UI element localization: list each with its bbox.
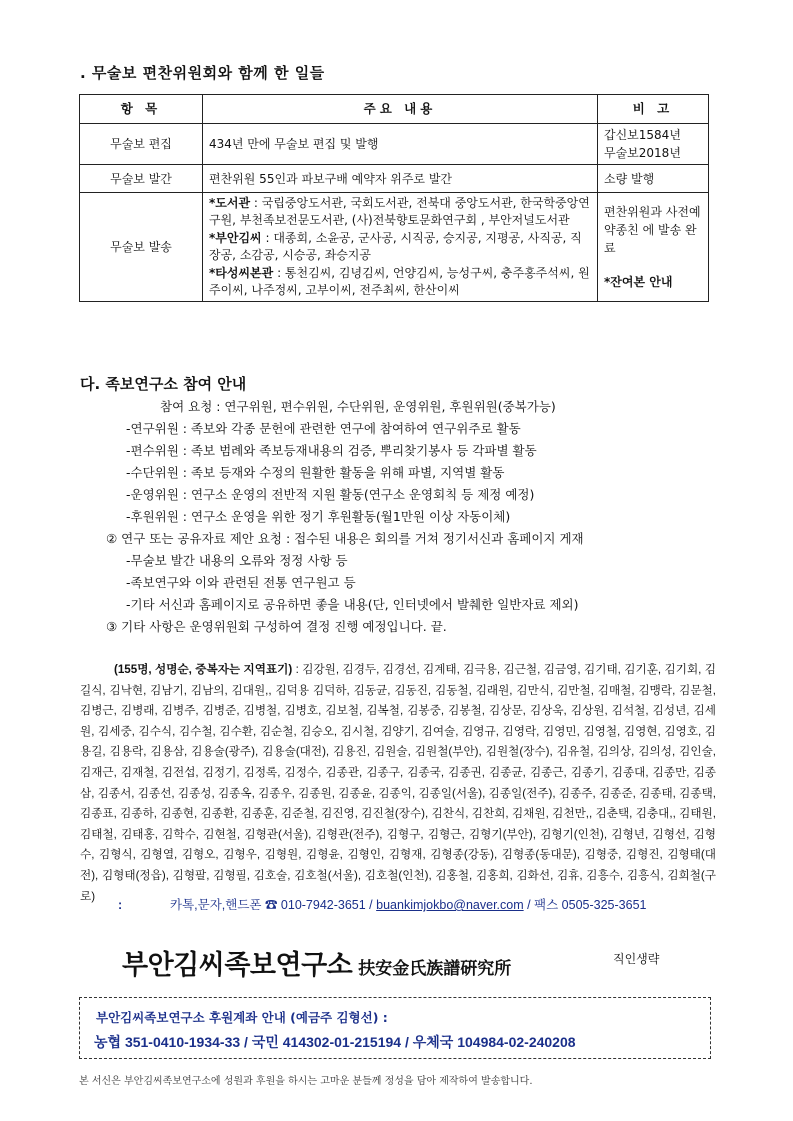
guide-line: ② 연구 또는 공유자료 제안 요청 : 접수된 내용은 회의를 거쳐 정기서신과 홈페이지 게재 (106, 531, 584, 546)
member-names: : 김강원, 김경두, 김경선, 김계태, 김극용, 김근철, 김금영, 김기태, 김기훈, 김기회, 김길식, 김낙현, 김남기, 김남의, 김대원,, 김덕용 김덕하, 김동균, 김동진, 김동철, 김래원, 김만식, 김만철, 김매철, 김맹락, 김문철, 김병근, 김병래, 김병주, 김병준, 김병철, 김병호, 김보철, 김복철, 김봉중, 김봉철, 김상문, 김상욱, 김상원, 김석철, 김성년, 김세원, 김세중, 김수식, 김수철, 김수환, 김순철, 김승오, 김시철, 김양기, 김여술, 김영규, 김영락, 김영민, 김영철, 김영현, 김영호, 김용길, 김용락, 김용삼, 김용술(광주), 김용술(대전), 김용진, 김원술, 김원철(부안), 김원철(장수), 김유철, 김의상, 김의성, 김인술, 김재근, 김재철, 김전섭, 김정기, 김정록, 김정수, 김종관, 김종구, 김종국, 김종권, 김종균, 김종근, 김종기, 김종대, 김종만, 김종삼, 김종서, 김종선, 김종성, 김종옥, 김종우, 김종원, 김종윤, 김종익, 김종일(서울), 김종일(전주), 김종주, 김종준, 김종태, 김종택, 김종표, 김종하, 김종현, 김종환, 김종훈, 김준철, 김진영, 김진철(장수), 김찬식, 김찬희, 김채원, 김천만,, 김춘택, 김충대,, 김태원, 김태철, 김태홍, 김학수, 김현철, 김형관(서울), 김형관(전주), 김형구, 김형근, 김형기(부안), 김형기(인천), 김형년, 김형선, 김형수, 김형식, 김형열, 김형오, 김형우, 김형원, 김형윤, 김형인, 김형재, 김형종(강동), 김형종(동대문), 김형중, 김형진, 김형태(대전), 김형태(정읍), 김형팔, 김형필, 김호술, 김호철(서울), 김호철(인천), 김홍철, 김홍희, 김화선, 김휴, 김흥수, 김흥식, 김희철(구로) (80, 663, 716, 903)
note-line: 편찬위원과 사전예약종친 에 발송 완료 (604, 205, 701, 256)
seal-omitted-note: 직인생략 (613, 952, 660, 966)
organization-name-korean: 부안김씨족보연구소 (122, 950, 353, 981)
library-list: : 국립중앙도서관, 국회도서관, 전북대 중앙도서관, 한국학중앙연구원, 부천족보전문도서관, (사)전북향토문화연구회 , 부안저널도서관 (209, 196, 590, 228)
organization-name (122, 943, 511, 982)
row-note (598, 124, 709, 165)
guide-line: -무술보 발간 내용의 오류와 정정 사항 등 (126, 553, 348, 568)
row-content: 434년 만에 무술보 편집 및 발행 (203, 124, 598, 165)
footer-note: 본 서신은 부안김씨족보연구소에 성원과 후원을 하시는 고마운 분들께 정성을 담아 제작하여 발송합니다. (79, 1076, 533, 1087)
guide-line: -연구위원 : 족보와 각종 문헌에 관련한 연구에 참여하여 연구위주로 활동 (126, 421, 521, 436)
row-content: 편찬위원 55인과 파보구배 예약자 위주로 발간 (203, 165, 598, 193)
keyword-library: *도서관 (209, 196, 251, 210)
header-note: 비 고 (598, 95, 709, 124)
guide-line: ③ 기타 사항은 운영위원회 구성하여 결정 진행 예정입니다. 끝. (106, 619, 447, 634)
row-item: 무술보 발간 (80, 165, 203, 193)
sponsor-account-box (79, 997, 711, 1059)
organization-name-hanja: 扶安金氏族譜硏究所 (358, 959, 512, 979)
note-line: 무술보2018년 (604, 146, 681, 160)
header-item: 항 목 (80, 95, 203, 124)
table-row (80, 165, 709, 193)
activities-table (79, 94, 709, 302)
guide-line: -족보연구와 이와 관련된 전통 연구원고 등 (126, 575, 356, 590)
note-line: 갑신보1584년 (604, 128, 681, 142)
member-list (80, 660, 716, 907)
contact-fax: / 팩스 0505-325-3651 (523, 898, 647, 912)
section-title-activities: . 무술보 편찬위원회와 함께 한 일들 (80, 64, 325, 82)
guide-line: -편수위원 : 족보 범례와 족보등재내용의 검증, 뿌리찾기봉사 등 각파별 활동 (126, 443, 537, 458)
guide-line: -수단위원 : 족보 등재와 수정의 원활한 활동을 위해 파별, 지역별 활동 (126, 465, 505, 480)
table-header-row (80, 95, 709, 124)
table-row (80, 193, 709, 302)
clan-list: : 대종회, 소윤공, 군사공, 시직공, 승지공, 지평공, 사직공, 직장공, 소감공, 시승공, 좌승지공 (209, 230, 582, 263)
participation-guide (100, 396, 720, 638)
guide-line: -기타 서신과 홈페이지로 공유하면 좋을 내용(단, 인터넷에서 발췌한 일반자료 제외) (126, 597, 579, 612)
sponsor-accounts: 농협 351-0410-1934-33 / 국민 414302-01-215194 / 우체국 104984-02-240208 (94, 1034, 576, 1050)
contact-colon: : (118, 898, 123, 912)
remaining-copies-note: *잔여본 안내 (604, 275, 673, 290)
guide-line: 참여 요청 : 연구위원, 편수위원, 수단위원, 운영위원, 후원위원(중복가능) (160, 399, 556, 414)
row-note: 소량 발행 (598, 165, 709, 193)
keyword-clan: *부안김씨 (209, 230, 262, 245)
contact-info (118, 895, 718, 913)
guide-line: -후원위원 : 연구소 운영을 위한 정기 후원활동(월1만원 이상 자동이체) (126, 509, 511, 524)
table-row (80, 124, 709, 165)
contact-email-link[interactable]: buankimjokbo@naver.com (376, 898, 524, 912)
other-clans-list: : 통천김씨, 김녕김씨, 언양김씨, 능성구씨, 충주홍주석씨, 원주이씨, 나주정씨, 고부이씨, 전주최씨, 한산이씨 (209, 265, 590, 297)
row-item: 무술보 발송 (80, 193, 203, 302)
guide-line: -운영위원 : 연구소 운영의 전반적 지원 활동(연구소 운영회칙 등 제정 예정) (126, 487, 535, 502)
row-content (203, 193, 598, 302)
section-title-participation: 다. 족보연구소 참여 안내 (80, 375, 247, 393)
contact-phone: 카톡,문자,핸드폰 ☎ 010-7942-3651 / (170, 898, 377, 912)
row-item: 무술보 편집 (80, 124, 203, 165)
row-note (598, 193, 709, 302)
header-content: 주요 내용 (203, 95, 598, 124)
keyword-other-clans: *타성씨본관 (209, 265, 274, 280)
member-list-header: (155명, 성명순, 중복자는 지역표기) (114, 663, 293, 676)
sponsor-title: 부안김씨족보연구소 후원계좌 안내 (예금주 김형선) : (96, 1010, 388, 1025)
